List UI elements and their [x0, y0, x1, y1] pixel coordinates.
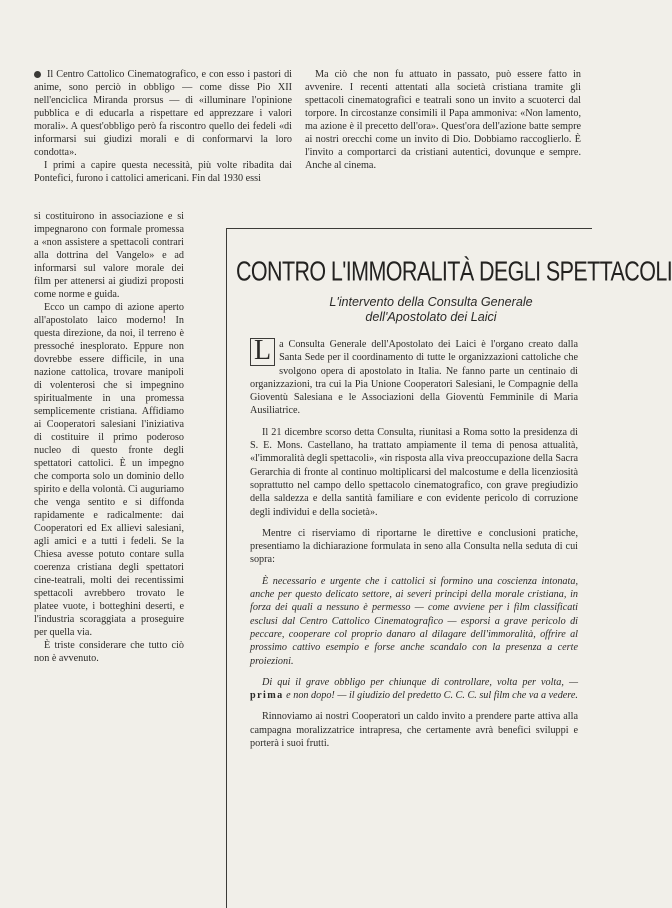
- right-intro-paragraph-1: Ma ciò che non fu attuato in passato, può essere fatto in avvenire. I recenti attentati alla società cristiana tramite gli spettacoli cinematografici e teatrali sono un invito a scuoterci dal torpore. In circostanze consimili il Papa ammoniva: «Non lamento, ma azione è il precetto dell'ora». Quest'ora dell'azione batte sempre ai nostri orecchi come un invito di Dio. Dobbiamo raccoglierlo. È l'invito a comportarci da cristiani autentici, dovunque e sempre. Anche al cinema.: [305, 69, 581, 171]
- drop-cap: L: [250, 338, 275, 366]
- left-intro-paragraph-2: I primi a capire questa necessità, più volte ribadita dai Pontefici, furono i cattolici americani. Fin dal 1930 essi: [34, 160, 292, 184]
- article-paragraph-1: L a Consulta Generale dell'Apostolato dei Laici è l'organo creato dalla Santa Sede per il coordinamento di tutte le organizzazioni cattoliche che svolgono opera di apostolato in Italia. Ne fanno parte un centinaio di organizzazioni, tra cui la Pia Unione Cooperatori Salesiani, le Compagnie della Gioventù Salesiana e le Associazioni della Gioventù Femminile di Maria Ausiliatrice.: [250, 335, 578, 417]
- article-subtitle-line-2: dell'Apostolato dei Laici: [365, 310, 497, 324]
- bullet-icon: [34, 71, 41, 78]
- left-narrow-paragraph-1: si costituirono in associazione e si impegnarono con formale promessa a «non assistere a spettacoli contrari alla dottrina del Vangelo» e ad informarsi sul valore morale dei film per attenersi ai giudizi proposti come norme e guida.: [34, 211, 184, 300]
- article-subtitle: [300, 295, 562, 325]
- right-intro-column: [305, 68, 581, 172]
- article-body: [250, 335, 578, 758]
- emphasis-prima: prima: [250, 690, 284, 702]
- article-declaration-quote: È necessario e urgente che i cattolici si formino una coscienza intonata, anche per questo delicato settore, ai severi principi della morale cristiana, in forza dei quali a nessuno è permesso — come avviene per i film classificati esclusi dal Centro Cattolico Cinematografico — esporsi a grave pericolo di peccare, cooperare col proprio danaro al dilagare dell'immoralità, offrire al prossimo cattivo esempio e forse anche scandalo con la presenza a certe proiezioni.: [250, 575, 578, 667]
- left-narrow-paragraph-2: Ecco un campo di azione aperto all'apostolato laico moderno! In questa direzione, da noi, il terreno è pressoché inesplorato. Eppure non dovrebbe essere difficile, in una nazione cattolica, trovare manipoli di volenterosi che si impegnino spiritualmente in una promessa semplicemente cristiana. Affidiamo ai Cooperatori salesiani l'iniziativa di costituire il primo poderoso nucleo di questo fronte degli spettatori cattolici. È un impegno che comporta solo un dominio dello spirito e della volontà. Ci auguriamo che venga sentito e si diffonda rapidamente e radicalmente: dai Cooperatori ed Ex allievi salesiani, agli amici e a tutti i fedeli. Se la Chiesa avesse potuto contare sulla coerenza cristiana degli spettatori cine-teatrali, molti dei recentissimi spettacoli avrebbero trovato le platee vuote, i botteghini deserti, e l'industria scoraggiata a proseguire per quella via.: [34, 302, 184, 638]
- article-title: CONTRO L'IMMORALITÀ DEGLI SPETTACOLI: [236, 256, 672, 287]
- article-declaration-obligation: Di qui il grave obbligo per chiunque di controllare, volta per volta, — prima e non dopo! — il giudizio del predetto C. C. C. sul film che va a vedere.: [250, 676, 578, 702]
- article-paragraph-closing: Rinnoviamo ai nostri Cooperatori un caldo invito a prendere parte attiva alla campagna moralizzatrice intrapresa, che certamente avrà benefici sviluppi e porterà i suoi frutti.: [250, 711, 578, 750]
- article-paragraph-2: Il 21 dicembre scorso detta Consulta, riunitasi a Roma sotto la presidenza di S. E. Mons. Castellano, ha trattato ampiamente il tema di penosa attualità, «l'immoralità degli spettacoli», «in risposta alla viva preoccupazione della Sacra Gerarchia di fronte al continuo moltiplicarsi del malcostume e della licenziosità soprattutto nel campo dello spettacolo cinematografico, con grave pregiudizio della saldezza e della santità familiare e con evidente pericolo di corruzione degli individui e della società».: [250, 426, 578, 518]
- left-intro-column: [34, 68, 292, 185]
- left-narrow-column: [34, 210, 184, 665]
- article-subtitle-line-1: L'intervento della Consulta Generale: [329, 295, 533, 309]
- left-intro-paragraph-1: Il Centro Cattolico Cinematografico, e con esso i pastori di anime, sono perciò in obbligo — come disse Pio XII nell'enciclica Miranda prorsus — di «illuminare l'opinione pubblica e di educarla a rispettare ed apprezzare i valori morali». A quest'obbligo però fa riscontro quello dei fedeli «di informarsi sui giudizi morali e di conformarvi la loro condotta».: [34, 69, 292, 158]
- left-narrow-paragraph-3: È triste considerare che tutto ciò non è avvenuto.: [34, 640, 184, 664]
- article-paragraph-3: Mentre ci riserviamo di riportarne le direttive e conclusioni pratiche, presentiamo la dichiarazione formulata in seno alla Consulta nella seduta di cui sopra:: [250, 527, 578, 566]
